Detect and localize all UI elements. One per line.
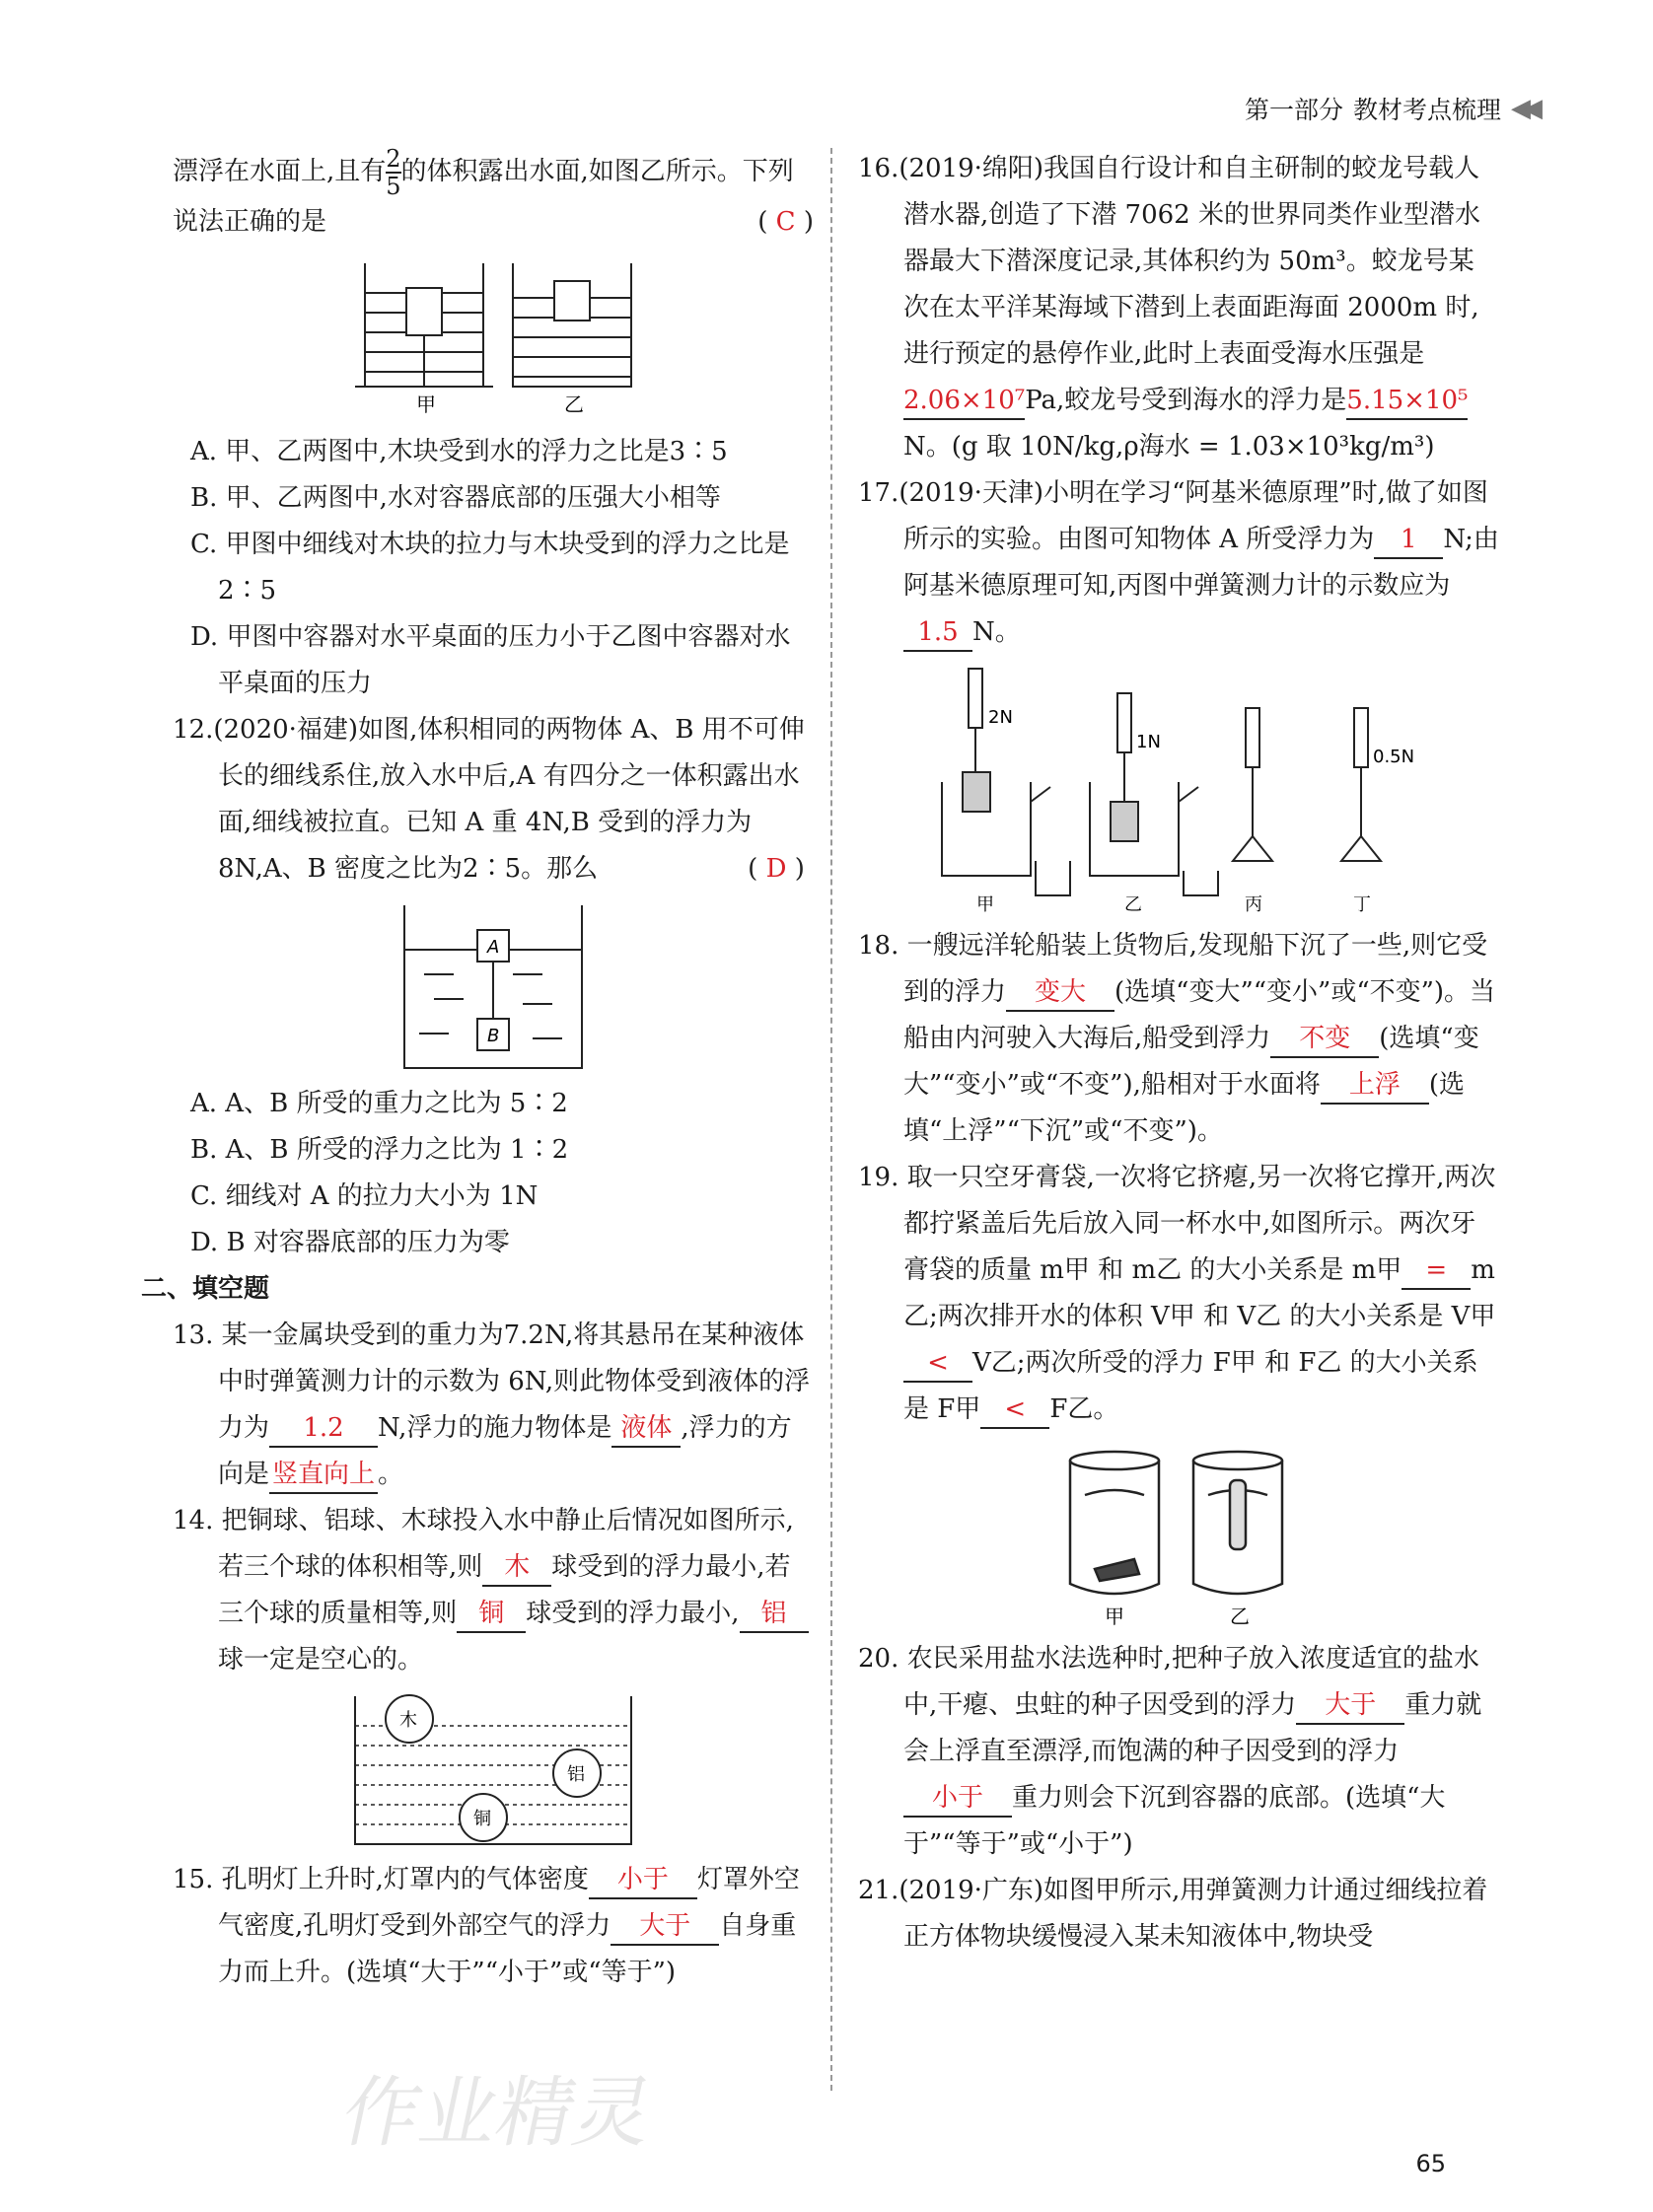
q19-figure xyxy=(1060,1441,1297,1628)
watermark: 作业精灵 xyxy=(333,2069,662,2158)
q20-text-a: 20. 农民采用盐水法选种时,把种子放入浓度适宜的盐水中,干瘪、虫蛀的种子因受到的浮力 xyxy=(858,1644,1479,1720)
q17-figure xyxy=(937,664,1420,915)
q18-text-c: (选填“变大”“变小”或“不变”),船相对于水面将 xyxy=(903,1024,1479,1100)
q19-text-c: V乙;两次所受的浮力 F甲 和 F乙 的大小关系是 F甲 xyxy=(903,1348,1478,1424)
q14-fig-label-wood: 木 xyxy=(399,1710,417,1731)
q19-answer-2: < xyxy=(903,1345,972,1383)
q12-option-b: B. A、B 所受的浮力之比为 1∶2 xyxy=(190,1135,569,1165)
q18 xyxy=(858,923,1499,1155)
q17-label-jia: 甲 xyxy=(976,894,994,915)
q12-option-a: A. A、B 所受的重力之比为 5∶2 xyxy=(190,1089,568,1118)
section-fill-in-title: 二、填空题 xyxy=(141,1274,270,1304)
q14-figure xyxy=(345,1691,641,1849)
q19-label-jia: 甲 xyxy=(1105,1605,1124,1628)
q15 xyxy=(173,1857,814,1996)
q15-answer-1: 小于 xyxy=(589,1862,697,1899)
q11-option-a: A. 甲、乙两图中,木块受到水的浮力之比是3∶5 xyxy=(190,437,728,466)
q12-stem xyxy=(173,707,814,892)
q17-text-b: N;由阿基米德原理可知,丙图中弹簧测力计的示数应为 xyxy=(903,525,1499,601)
q11-fraction xyxy=(386,146,400,199)
q17-answer-2: 1.5 xyxy=(903,614,972,652)
q16 xyxy=(858,146,1499,470)
page-header xyxy=(1245,91,1535,126)
q13-text-c: ,浮力的方向是 xyxy=(218,1413,792,1489)
q19-text-a: 19. 取一只空牙膏袋,一次将它挤瘪,另一次将它撑开,两次都拧紧盖后先后放入同一杯水中,如图所示。两次牙膏袋的质量 m甲 和 m乙 的大小关系是 m甲 xyxy=(858,1163,1496,1285)
q12-answer: D xyxy=(765,854,787,884)
q18-answer-1: 变大 xyxy=(1006,974,1114,1012)
q21: 21.(2019·广东)如图甲所示,用弹簧测力计通过细线拉着正方体物块缓慢浸入某未知液体中,物块受 xyxy=(858,1876,1488,1952)
q12-option-c: C. 细线对 A 的拉力大小为 1N xyxy=(190,1181,539,1211)
q17-answer-1: 1 xyxy=(1374,522,1443,559)
fraction-numerator: 2 xyxy=(386,145,401,173)
q11-text-pre: 漂浮在水面上,且有 xyxy=(173,157,387,186)
q19-text-b: m乙;两次排开水的体积 V甲 和 V乙 的大小关系是 V甲 xyxy=(903,1255,1496,1331)
q12-text: 12.(2020·福建)如图,体积相同的两物体 A、B 用不可伸长的细线系住,放入水中后,A 有四分之一体积露出水面,细线被拉直。已知 A 重 4N,B 受到的浮力为 8N,A、B 密度之比为2∶5。那么 xyxy=(173,715,805,884)
fraction-denominator: 5 xyxy=(386,173,401,200)
q15-answer-2: 大于 xyxy=(611,1908,719,1946)
q14-fig-label-copper: 铜 xyxy=(473,1809,491,1829)
q18-text-b: (选填“变大”“变小”或“不变”)。当船由内河驶入大海后,船受到浮力 xyxy=(903,977,1496,1053)
q18-answer-2: 不变 xyxy=(1270,1021,1379,1058)
q17-label-bing: 丙 xyxy=(1245,894,1262,915)
q17-text-a: 17.(2019·天津)小明在学习“阿基米德原理”时,做了如图所示的实验。由图可知物体 A 所受浮力为 xyxy=(858,478,1488,554)
q13-answer-3: 竖直向上 xyxy=(269,1457,378,1494)
q14-text-c: 球受到的浮力最小, xyxy=(526,1599,740,1628)
q15-text-c: 自身重力而上升。(选填“大于”“小于”或“等于”) xyxy=(218,1911,797,1987)
q13-text-b: N,浮力的施力物体是 xyxy=(378,1413,612,1443)
q13 xyxy=(173,1313,814,1498)
q15-text-a: 15. 孔明灯上升时,灯罩内的气体密度 xyxy=(173,1865,589,1894)
left-column xyxy=(141,145,814,1996)
page-number: 65 xyxy=(1415,2150,1446,2177)
q12-option-d: D. B 对容器底部的压力为零 xyxy=(190,1228,510,1257)
q13-answer-2: 液体 xyxy=(611,1410,681,1448)
q19-answer-1: = xyxy=(1401,1252,1471,1290)
q11-option-d: D. 甲图中容器对水平桌面的压力小于乙图中容器对水平桌面的压力 xyxy=(190,622,791,698)
right-column xyxy=(858,146,1499,1961)
q11-answer: C xyxy=(775,207,796,237)
q20 xyxy=(858,1636,1499,1868)
q11-option-b: B. 甲、乙两图中,水对容器底部的压强大小相等 xyxy=(190,483,721,513)
q19-text-d: F乙。 xyxy=(1049,1394,1119,1424)
q12-figure xyxy=(395,900,592,1073)
q15-text-b: 灯罩外空气密度,孔明灯受到外部空气的浮力 xyxy=(218,1865,800,1941)
q20-answer-2: 小于 xyxy=(903,1780,1012,1818)
q16-text-b: Pa,蛟龙号受到海水的浮力是 xyxy=(1025,386,1347,415)
q11-figure xyxy=(345,253,641,421)
q16-answer-2: 5.15×10⁵ xyxy=(1346,383,1468,420)
q14 xyxy=(173,1498,814,1683)
header-title: 教材考点梳理 xyxy=(1352,96,1501,124)
q13-text-a: 13. 某一金属块受到的重力为7.2N,将其悬吊在某种液体中时弹簧测力计的示数为 6N,则此物体受到液体的浮力为 xyxy=(173,1320,811,1443)
q12-fig-label-a: A xyxy=(487,937,500,958)
q17-reading-2: 1N xyxy=(1136,732,1161,752)
q14-answer-2: 铜 xyxy=(457,1596,526,1633)
q17-reading-3: 0.5N xyxy=(1373,747,1415,767)
q17-text-c: N。 xyxy=(972,617,1021,647)
q11-stem xyxy=(173,146,814,246)
header-part: 第一部分 xyxy=(1244,96,1343,124)
q18-answer-3: 上浮 xyxy=(1321,1067,1429,1105)
q19-label-yi: 乙 xyxy=(1230,1605,1250,1628)
q11-fig-label-jia: 甲 xyxy=(416,392,436,416)
q11-answer-paren: ( C ) xyxy=(757,207,814,237)
q14-answer-3: 铝 xyxy=(740,1596,809,1633)
q19-answer-3: < xyxy=(980,1391,1049,1429)
q13-answer-1: 1.2 xyxy=(269,1410,378,1448)
q11-option-c: C. 甲图中细线对木块的拉力与木块受到的浮力之比是2∶5 xyxy=(190,530,790,606)
q14-answer-1: 木 xyxy=(482,1549,551,1587)
q19 xyxy=(858,1155,1499,1433)
q16-text-c: N。(g 取 10N/kg,ρ海水 = 1.03×10³kg/m³) xyxy=(903,432,1435,462)
q14-text-d: 球一定是空心的。 xyxy=(218,1645,424,1675)
q18-text-d: (选填“上浮”“下沉”或“不变”)。 xyxy=(903,1070,1466,1146)
q13-text-d: 。 xyxy=(378,1460,404,1489)
q18-text-a: 18. 一艘远洋轮船装上货物后,发现船下沉了一些,则它受到的浮力 xyxy=(858,931,1488,1007)
q14-fig-label-aluminum: 铝 xyxy=(567,1764,585,1785)
q12-answer-paren: ( D ) xyxy=(748,854,805,884)
q20-text-b: 重力就会上浮直至漂浮,而饱满的种子因受到的浮力 xyxy=(903,1690,1482,1766)
column-divider xyxy=(830,148,832,2091)
q11-text-post: 的体积露出水面,如图乙所示。下列说法正确的是 xyxy=(173,157,794,237)
q17 xyxy=(858,470,1499,656)
q17-label-yi: 乙 xyxy=(1124,894,1142,915)
q17-label-ding: 丁 xyxy=(1353,894,1371,915)
q14-text-b: 球受到的浮力最小,若三个球的质量相等,则 xyxy=(218,1552,791,1628)
q20-text-c: 重力则会下沉到容器的底部。(选填“大于”“等于”或“小于”) xyxy=(903,1783,1446,1859)
q17-reading-1: 2N xyxy=(988,707,1013,728)
q16-text-a: 16.(2019·绵阳)我国自行设计和自主研制的蛟龙号载人潜水器,创造了下潜 7062 米的世界同类作业型潜水器最大下潜深度记录,其体积约为 50m³。蛟龙号某次在太平洋某海域下潜到上表面距海面 2000m 时,进行预定的悬停作业,此时上表面受海水压强是 xyxy=(858,154,1480,369)
q16-answer-1: 2.06×10⁷ xyxy=(903,383,1025,420)
q11-fig-label-yi: 乙 xyxy=(564,392,584,416)
double-arrow-icon: ◀◀ xyxy=(1511,94,1535,123)
q20-answer-1: 大于 xyxy=(1296,1687,1404,1725)
q12-fig-label-b: B xyxy=(487,1026,500,1046)
q14-text-a: 14. 把铜球、铝球、木球投入水中静止后情况如图所示,若三个球的体积相等,则 xyxy=(173,1506,794,1582)
